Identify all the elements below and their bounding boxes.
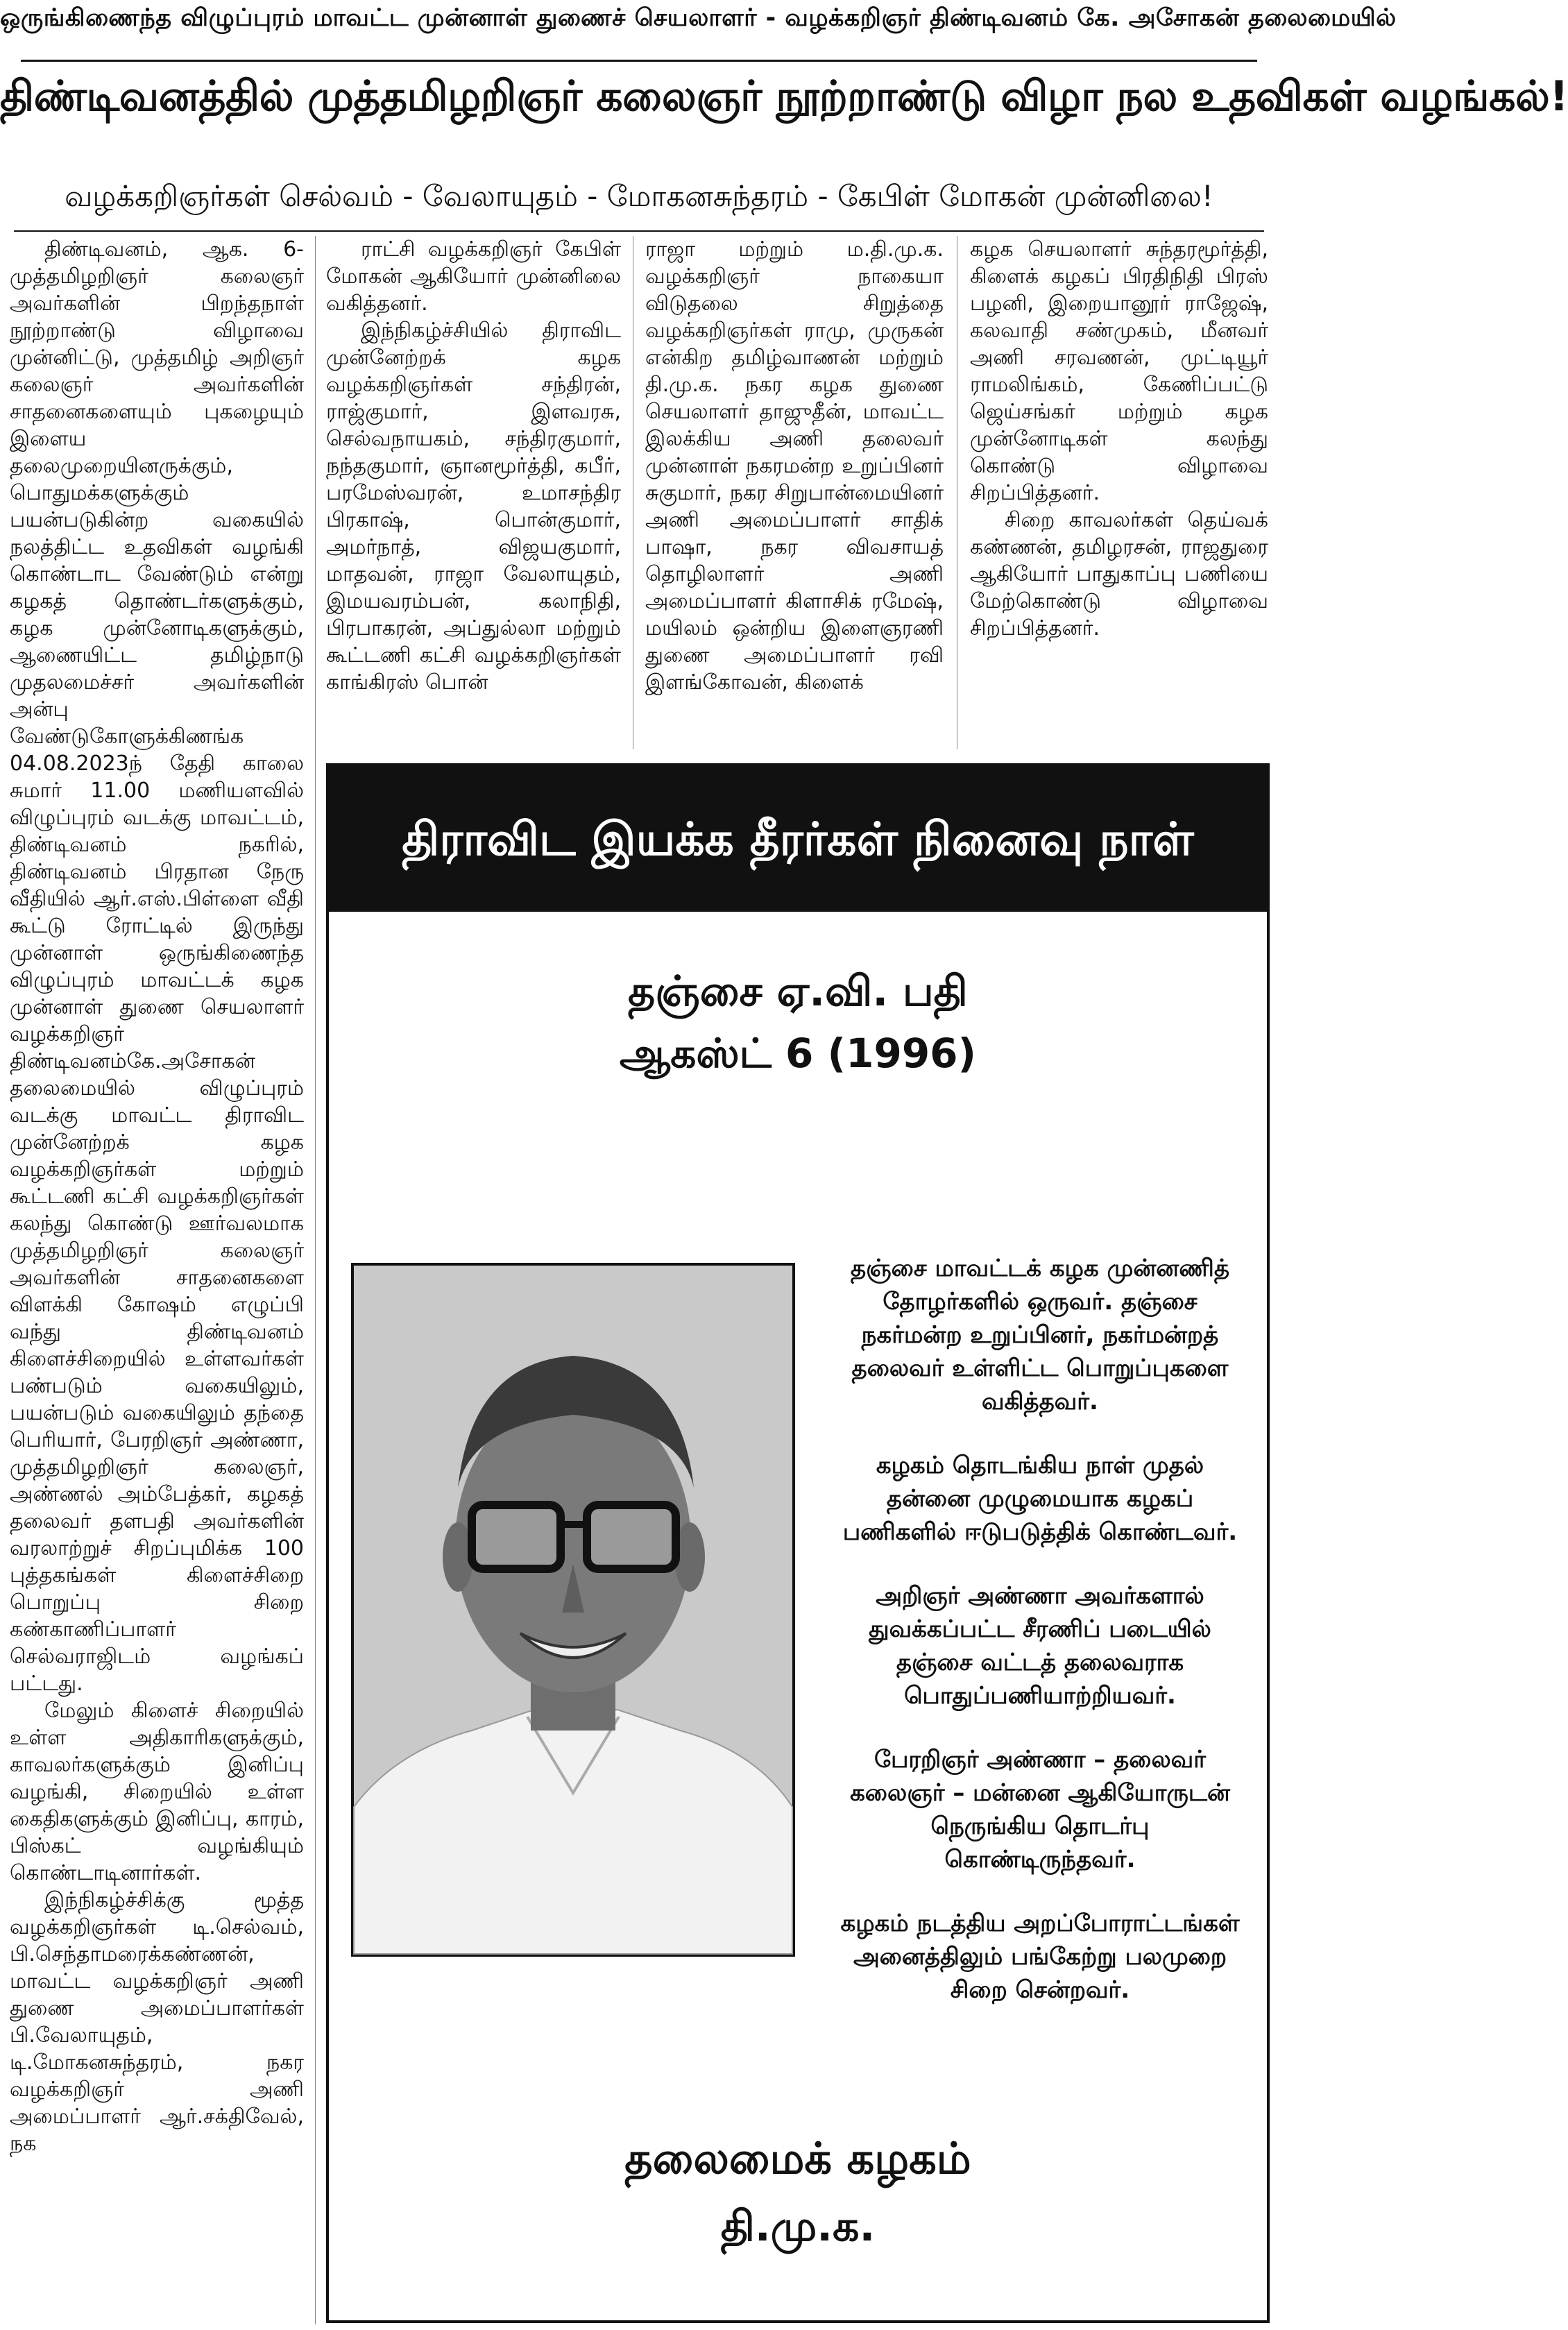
article-paragraph: இந்நிகழ்ச்சிக்கு மூத்த வழக்கறிஞர்கள் டி.செல்வம், பி.செந்தாமரைக்கண்ணன், மாவட்ட வழக்கறிஞர் அணி துணை அமைப்பாளர்கள் பி.வேலாயுதம், டி.மோகனசுந்தரம், நகர வழக்கறிஞர் அணி அமைப்பாளர் ஆர்.சக்திவேல், நக [10, 1888, 304, 2156]
article-subheadline: வழக்கறிஞர்கள் செல்வம் - வேலாயுதம் - மோகனசுந்தரம் - கேபிள் மோகன் முன்னிலை! [65, 179, 1213, 213]
kicker-rule [21, 60, 1257, 62]
biography-paragraph: கழகம் நடத்திய அறப்போராட்டங்கள் அனைத்திலும் பங்கேற்று பலமுறை சிறை சென்றவர். [840, 1910, 1240, 2004]
article-paragraph: கழக செயலாளர் சுந்தரமூர்த்தி, கிளைக் கழகப் பிரதிநிதி பிரஸ் பழனி, இறையானூர் ராஜேஷ், கலவாதி சண்முகம், மீனவர் அணி சரவணன், முட்டியூர் ராமலிங்கம், கேணிப்பட்டு ஜெய்சங்கர் மற்றும் கழக முன்னோடிகள் கலந்து கொண்டு விழாவை சிறப்பித்தனர். [970, 237, 1268, 505]
memorial-person-name: தஞ்சை ஏ.வி. பதி [628, 967, 968, 1016]
article-column-2 [326, 236, 621, 749]
biography-paragraph: கழகம் தொடங்கிய நாள் முதல் தன்னை முழுமையாக கழகப் பணிகளில் ஈடுபடுத்திக் கொண்டவர். [842, 1452, 1238, 1546]
memorial-footer-party: தி.மு.க. [720, 2202, 876, 2251]
memorial-biography [835, 1252, 1245, 2037]
article-column-3 [645, 236, 944, 749]
article-kicker: ஒருங்கிணைந்த விழுப்புரம் மாவட்ட முன்னாள் துணைச் செயலாளர் - வழக்கறிஞர் திண்டிவனம் கே. அசோகன் தலைமையில் [0, 4, 1397, 32]
portrait-photo [351, 1263, 795, 1957]
memorial-footer-organization: தலைமைக் கழகம் [624, 2133, 971, 2184]
article-column-4 [970, 236, 1268, 749]
portrait-illustration [354, 1266, 792, 1954]
subhead-rule [14, 230, 1264, 232]
article-headline: திண்டிவனத்தில் முத்தமிழறிஞர் கலைஞர் நூற்றாண்டு விழா நல உதவிகள் வழங்கல்! [0, 72, 1568, 121]
article-paragraph: இந்நிகழ்ச்சியில் திராவிட முன்னேற்றக் கழக வழக்கறிஞர்கள் சந்திரன், ராஜ்குமார், இளவரசு, செல்வநாயகம், சந்திரகுமார், நந்தகுமார், ஞானமூர்த்தி, கபீர், பரமேஸ்வரன், உமாசந்திர பிரகாஷ், பொன்குமார், அமர்நாத், விஜயகுமார், மாதவன், ராஜா வேலாயுதம், இமயவரம்பன், கலாநிதி, பிரபாகரன், அப்துல்லா மற்றும் கூட்டணி கட்சி வழக்கறிஞர்கள் காங்கிரஸ் பொன் [326, 318, 621, 695]
memorial-advertisement [326, 763, 1270, 2323]
article-column-1 [10, 236, 304, 2324]
article-paragraph: ராஜா மற்றும் ம.தி.மு.க. வழக்கறிஞர் நாகையா விடுதலை சிறுத்தை வழக்கறிஞர்கள் ராமு, முருகன் என்கிற தமிழ்வாணன் மற்றும் தி.மு.க. நகர கழக துணை செயலாளர் தாஜுதீன், மாவட்ட இலக்கிய அணி தலைவர் முன்னாள் நகரமன்ற உறுப்பினர் சுகுமார், நகர சிறுபான்மையினர் அணி அமைப்பாளர் சாதிக் பாஷா, நகர விவசாயத் தொழிலாளர் அணி அமைப்பாளர் கிளாசிக் ரமேஷ், மயிலம் ஒன்றிய இளைஞரணி துணை அமைப்பாளர் ரவி இளங்கோவன், கிளைக் [645, 237, 944, 695]
memorial-date: ஆகஸ்ட் 6 (1996) [619, 1030, 977, 1077]
memorial-banner: திராவிட இயக்க தீரர்கள் நினைவு நாள் [329, 766, 1267, 912]
biography-paragraph: அறிஞர் அண்ணா அவர்களால் துவக்கப்பட்ட சீரணிப் படையில் தஞ்சை வட்டத் தலைவராக பொதுப்பணியாற்றியவர். [869, 1582, 1211, 1710]
article-paragraph: திண்டிவனம், ஆக. 6- முத்தமிழறிஞர் கலைஞர் அவர்களின் பிறந்தநாள் நூற்றாண்டு விழாவை முன்னிட்டு, முத்தமிழ் அறிஞர் கலைஞர் அவர்களின் சாதனைகளையும் புகழையும் இளைய தலைமுறையினருக்கும், பொதுமக்களுக்கும் பயன்படுகின்ற வகையில் நலத்திட்ட உதவிகள் வழங்கி கொண்டாட வேண்டும் என்று கழகத் தொண்டர்களுக்கும், கழக முன்னோடிகளுக்கும், ஆணையிட்ட தமிழ்நாடு முதலமைச்சர் அவர்களின் அன்பு வேண்டுகோளுக்கிணங்க 04.08.2023ந் தேதி காலை சுமார் 11.00 மணியளவில் விழுப்புரம் வடக்கு மாவட்டம், திண்டிவனம் நகரில், திண்டிவனம் பிரதான நேரு வீதியில் ஆர்.எஸ்.பிள்ளை வீதி கூட்டு ரோட்டில் இருந்து முன்னாள் ஒருங்கிணைந்த விழுப்புரம் மாவட்டக் கழக முன்னாள் துணை செயலாளர் வழக்கறிஞர் திண்டிவனம்கே.அசோகன் தலைமையில் விழுப்புரம் வடக்கு மாவட்ட திராவிட முன்னேற்றக் கழக வழக்கறிஞர்கள் மற்றும் கூட்டணி கட்சி வழக்கறிஞர்கள் கலந்து கொண்டு ஊர்வலமாக முத்தமிழறிஞர் கலைஞர் அவர்களின் சாதனைகளை விளக்கி கோஷம் எழுப்பி வந்து திண்டிவனம் கிளைச்சிறையில் உள்ளவர்கள் பண்படும் வகையிலும், பயன்படும் வகையிலும் தந்தை பெரியார், பேரறிஞர் அண்ணா, முத்தமிழறிஞர் கலைஞர், அண்ணல் அம்பேத்கர், கழகத் தலைவர் தளபதி அவர்களின் வரலாற்றுச் சிறப்புமிக்க 100 புத்தகங்கள் கிளைச்சிறை பொறுப்பு சிறை கண்காணிப்பாளர் செல்வராஜிடம் வழங்கப் பட்டது. [10, 237, 304, 1696]
article-paragraph: மேலும் கிளைச் சிறையில் உள்ள அதிகாரிகளுக்கும், காவலர்களுக்கும் இனிப்பு வழங்கி, சிறையில் உள்ள கைதிகளுக்கும் இனிப்பு, காரம், பிஸ்கட் வழங்கியும் கொண்டாடினார்கள். [10, 1699, 304, 1885]
biography-paragraph: பேரறிஞர் அண்ணா – தலைவர் கலைஞர் – மன்னை ஆகியோருடன் நெருங்கிய தொடர்பு கொண்டிருந்தவர். [850, 1746, 1230, 1873]
column-divider [315, 236, 316, 2324]
article-paragraph: சிறை காவலர்கள் தெய்வக் கண்ணன், தமிழரசன், ராஜதுரை ஆகியோர் பாதுகாப்பு பணியை மேற்கொண்டு விழாவை சிறப்பித்தனர். [970, 508, 1268, 640]
biography-paragraph: தஞ்சை மாவட்டக் கழக முன்னணித் தோழர்களில் ஒருவர். தஞ்சை நகர்மன்ற உறுப்பினர், நகர்மன்றத் தலைவர் உள்ளிட்ட பொறுப்புகளை வகித்தவர். [851, 1255, 1229, 1415]
article-paragraph: ராட்சி வழக்கறிஞர் கேபிள் மோகன் ஆகியோர் முன்னிலை வகித்தனர். [326, 237, 621, 316]
